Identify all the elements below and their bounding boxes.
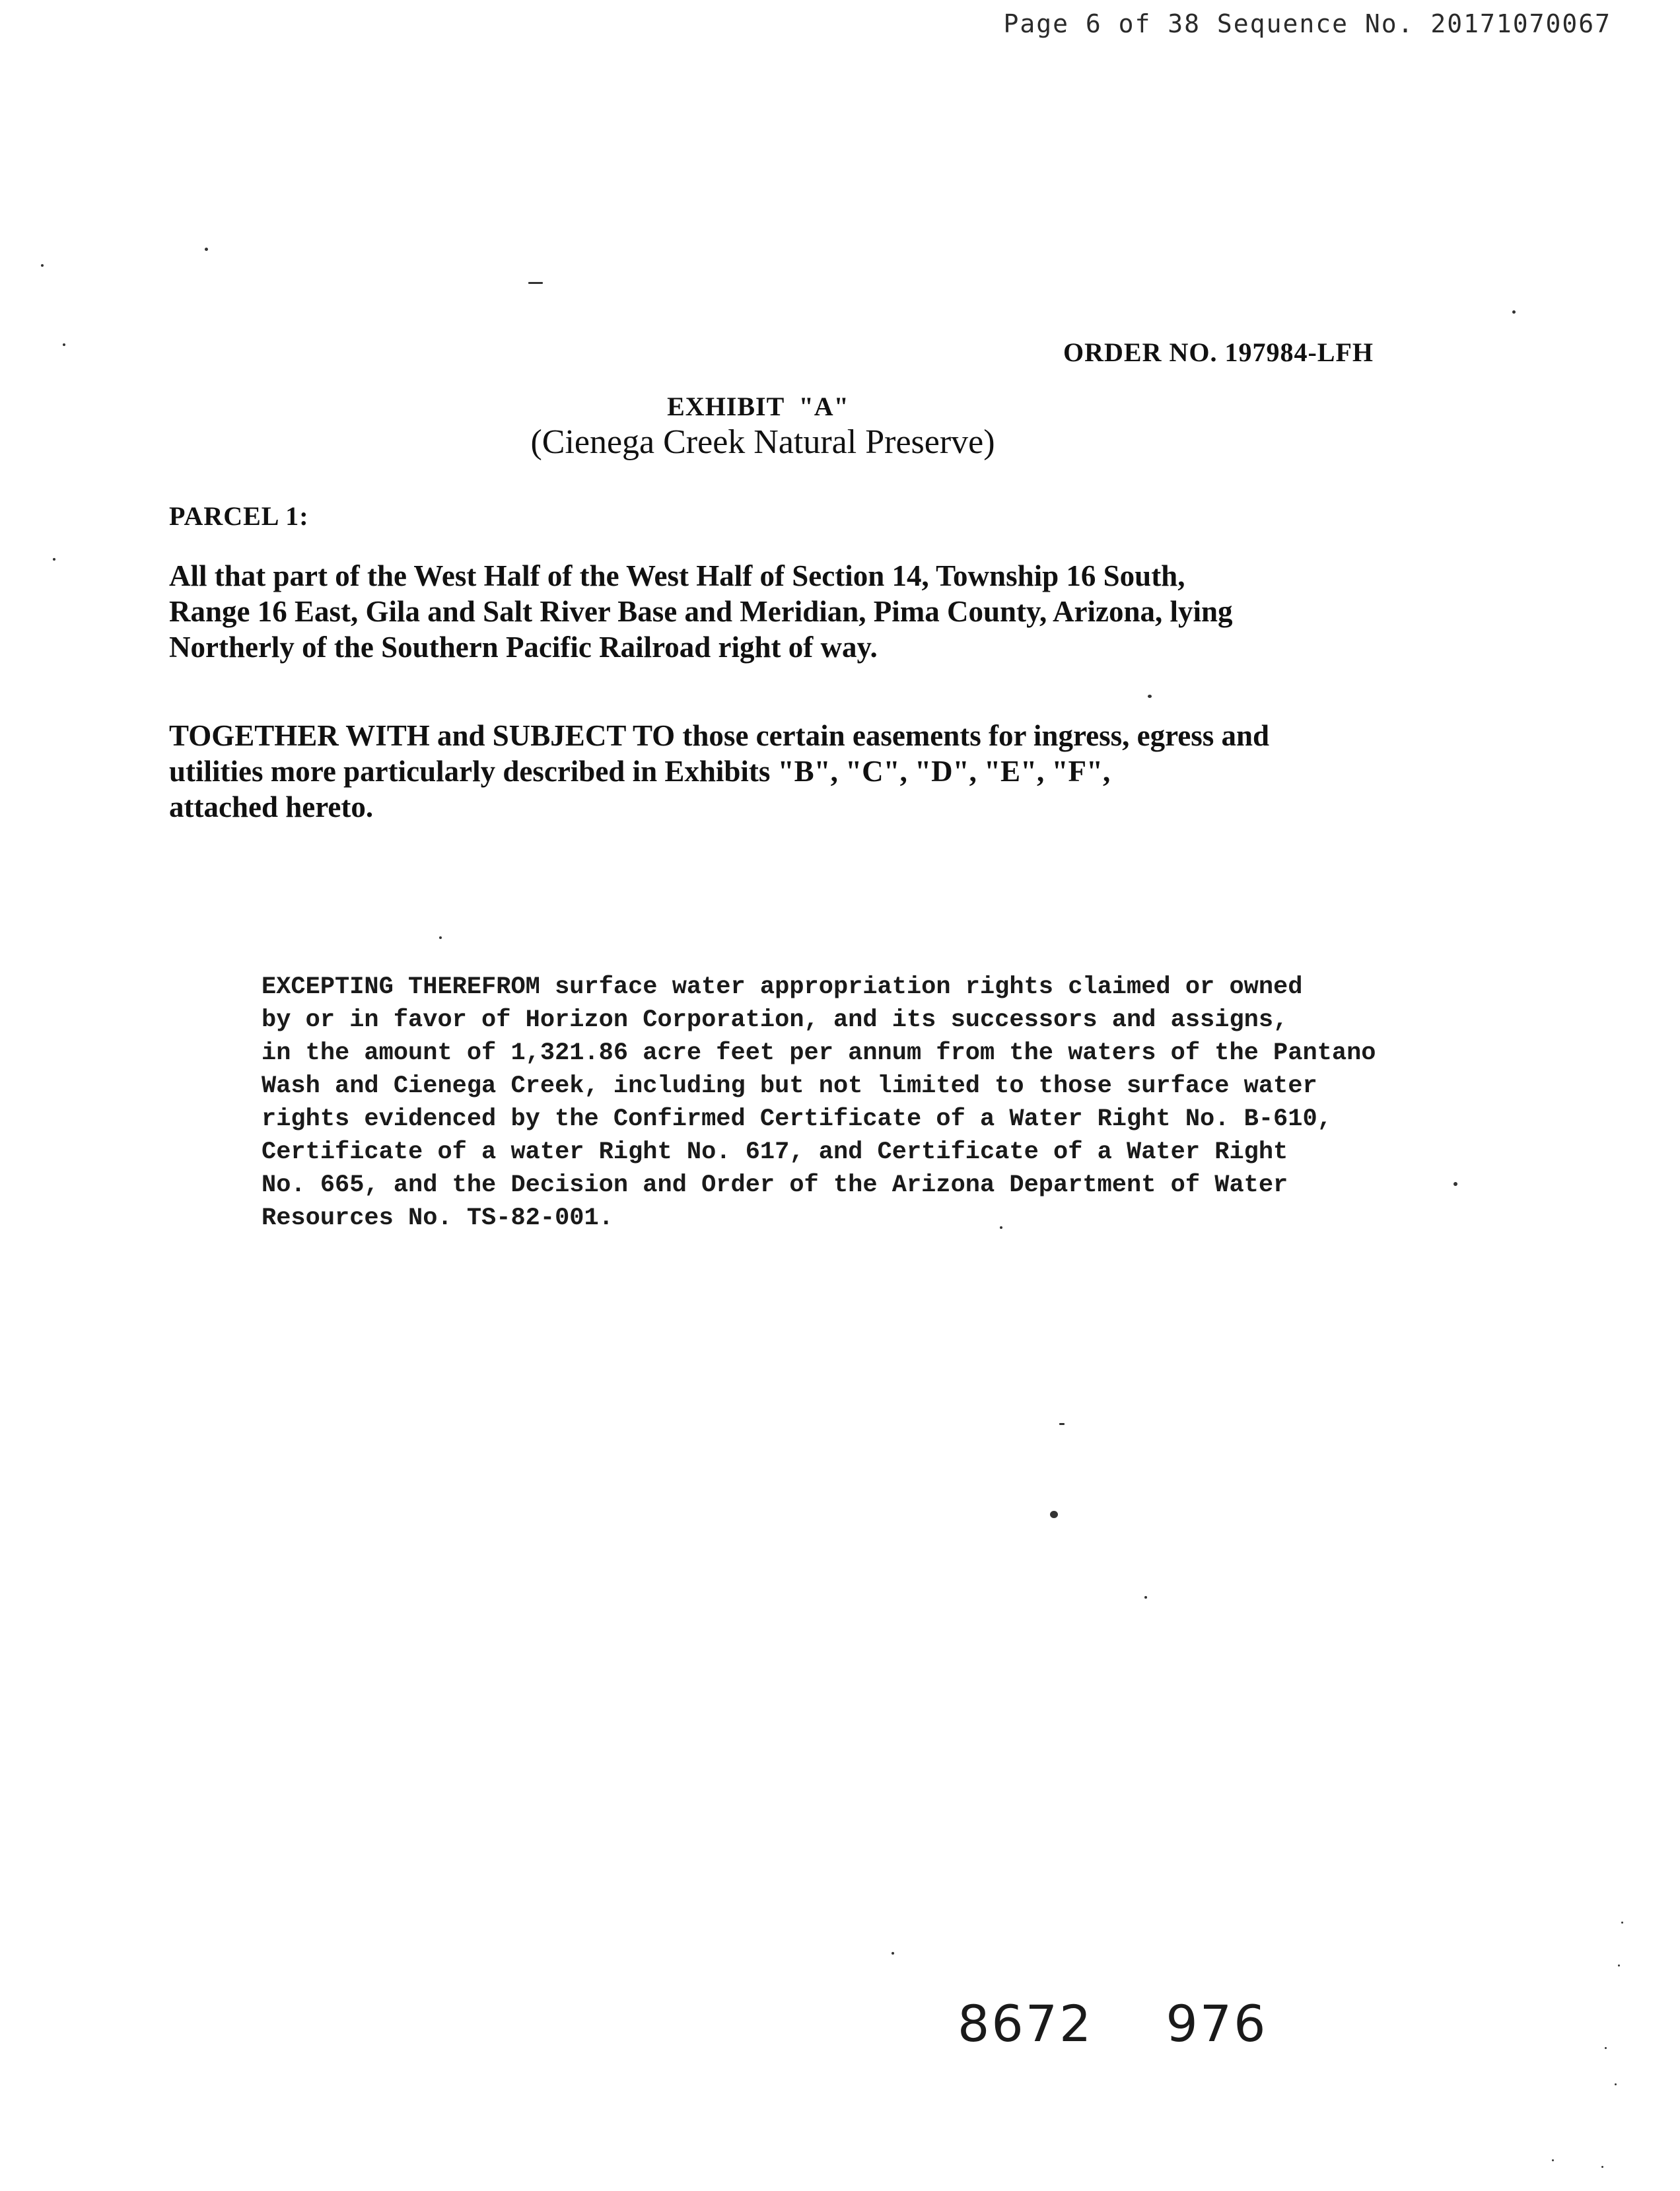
- text-line: All that part of the West Half of the West Half of Section 14, Township 16 South,: [169, 559, 1185, 592]
- scan-speck: [1621, 1922, 1623, 1924]
- scan-speck: [1144, 1596, 1147, 1599]
- scan-speck: [1618, 1965, 1620, 1966]
- scan-speck: [528, 282, 543, 284]
- text-line: TOGETHER WITH and SUBJECT TO those certain easements for ingress, egress and: [169, 719, 1270, 752]
- exhibit-label: EXHIBIT "A": [667, 392, 849, 421]
- page-header: Page 6 of 38 Sequence No. 20171070067: [1003, 9, 1611, 38]
- excepting-paragraph: [262, 971, 1376, 1235]
- scan-speck: [892, 1952, 894, 1955]
- exhibit-subtitle: (Cienega Creek Natural Preserve): [530, 423, 995, 461]
- text-line: Range 16 East, Gila and Salt River Base and Meridian, Pima County, Arizona, lying: [169, 595, 1233, 628]
- text-line: by or in favor of Horizon Corporation, and its successors and assigns,: [262, 1006, 1288, 1034]
- scan-speck: [41, 264, 44, 267]
- scan-speck: [1615, 2083, 1617, 2085]
- scan-speck: [1512, 310, 1516, 314]
- text-line: EXCEPTING THEREFROM surface water appropriation rights claimed or owned: [262, 973, 1303, 1001]
- scan-speck: [439, 936, 442, 939]
- order-number: ORDER NO. 197984-LFH: [1063, 337, 1374, 367]
- scan-speck: [1552, 2159, 1554, 2161]
- text-line: No. 665, and the Decision and Order of the Arizona Department of Water: [262, 1171, 1288, 1199]
- text-line: Wash and Cienega Creek, including but not limited to those surface water: [262, 1072, 1317, 1100]
- parcel-description: [169, 558, 1543, 665]
- scan-speck: [205, 248, 208, 251]
- text-line: utilities more particularly described in Exhibits "B", "C", "D", "E", "F",: [169, 755, 1111, 788]
- parcel-label: PARCEL 1:: [169, 501, 309, 531]
- scan-speck: [1605, 2047, 1607, 2049]
- text-line: Certificate of a water Right No. 617, and Certificate of a Water Right: [262, 1138, 1288, 1166]
- scan-speck: [1601, 2166, 1603, 2168]
- text-line: in the amount of 1,321.86 acre feet per annum from the waters of the Pantano: [262, 1039, 1376, 1067]
- easements-paragraph: [169, 718, 1543, 825]
- recording-page: 976: [1166, 1994, 1268, 2053]
- scan-speck: [63, 343, 65, 346]
- recording-number: [958, 1994, 1267, 2053]
- scan-speck: [1453, 1182, 1457, 1186]
- recording-book: 8672: [958, 1994, 1094, 2053]
- scan-speck: [1059, 1423, 1065, 1425]
- text-line: Northerly of the Southern Pacific Railroad right of way.: [169, 631, 878, 664]
- scan-speck: [1000, 1226, 1002, 1229]
- text-line: attached hereto.: [169, 790, 374, 823]
- scan-speck: [1050, 1511, 1058, 1518]
- text-line: Resources No. TS-82-001.: [262, 1204, 613, 1232]
- text-line: rights evidenced by the Confirmed Certificate of a Water Right No. B-610,: [262, 1105, 1332, 1133]
- scan-speck: [1148, 695, 1152, 698]
- scan-speck: [53, 558, 55, 561]
